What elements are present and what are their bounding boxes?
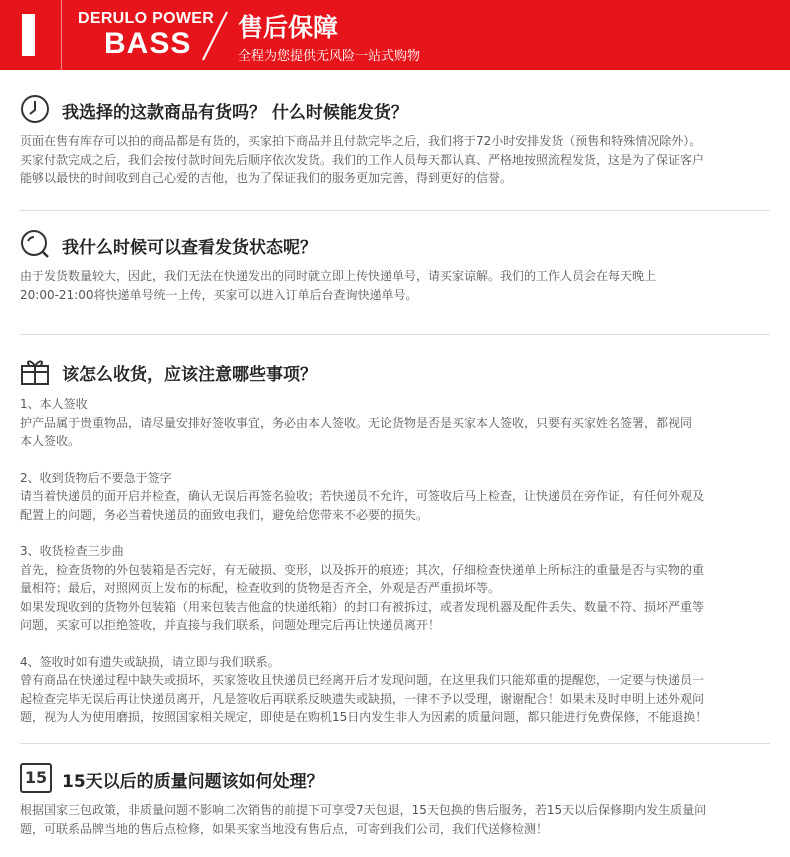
paragraph-line: 首先，检查货物的外包装箱是否完好，有无破损、变形，以及拆开的痕迹；其次，仔细检查快递单上所标注的重量是否与实物的重: [20, 562, 705, 577]
paragraph-line: 由于发货数量较大，因此，我们无法在快递发出的同时就立即上传快递单号，请买家谅解。我们的工作人员会在每天晚上: [20, 269, 657, 283]
subheading: 2、收到货物后不要急于签字: [20, 470, 172, 485]
faq-section-receiving: [20, 356, 770, 727]
banner-logo-bar: [22, 14, 35, 56]
subheading: 1、本人签收: [20, 397, 88, 411]
paragraph-line: 题，视为人为使用磨损，按照国家相关规定，即使是在购机15日内发生非人为因素的质量问题，都只能进行免费保修，不能退换！: [20, 710, 708, 724]
page-subtitle: 全程为您提供无风险一站式购物: [238, 49, 421, 64]
paragraph-line: 本人签收。: [20, 434, 81, 448]
subheading: 4、签收时如有遗失或缺损，请立即与我们联系。: [20, 654, 280, 669]
section-title: 该怎么收货，应该注意哪些事项？: [62, 365, 317, 385]
slash-divider-icon: [199, 8, 229, 64]
section-title: 15天以后的质量问题该如何处理？: [62, 772, 324, 792]
paragraph-line: 配置上的问题，务必当着快递员的面致电我们，避免给您带来不必要的损失。: [20, 507, 429, 522]
paragraph-line: 请当着快递员的面开启并检查，确认无误后再签名验收；若快递员不允许，可签收后马上检查，让快递员在旁作证，有任何外观及: [20, 489, 705, 503]
paragraph-line: 买家付款完成之后，我们会按付款时间先后顺序依次发货。我们的工作人员每天都认真、严格地按照流程发货，这是为了保证客户: [20, 152, 705, 167]
faq-section-stock: [20, 94, 770, 188]
page-title: 售后保障: [238, 13, 339, 42]
paragraph-line: 曾有商品在快递过程中缺失或损坏，买家签收且快递员已经离开后才发现问题，在这里我们只能郑重的提醒您，一定要与快递员一: [20, 673, 705, 687]
gift-icon: [20, 356, 50, 386]
header-banner: [0, 0, 790, 70]
faq-section-quality: [20, 763, 770, 838]
paragraph-line: 护产品属于贵重物品，请尽量安排好签收事宜，务必由本人签收。无论货物是否是买家本人签收，只要有买家姓名签署，都视同: [20, 415, 693, 430]
paragraph-line: 问题，买家可以拒绝签收，并直接与我们联系，问题处理完后再让快递员离开！: [20, 618, 441, 632]
paragraph-line: 根据国家三包政策，非质量问题不影响二次销售的前提下可享受7天包退，15天包换的售后服务，若15天以后保修期内发生质量问: [20, 803, 707, 817]
calendar-15-icon: 15: [20, 763, 52, 793]
paragraph-line: 题，可联系品牌当地的售后点检修，如果买家当地没有售后点，可寄到我们公司，我们代送修检测！: [20, 821, 549, 836]
paragraph-line: 起检查完毕无误后再让快递员离开，凡是签收后再联系反映遗失或缺损，一律不予以受理，谢谢配合！如果未及时申明上述外观问: [20, 691, 705, 706]
subheading: 3、收货检查三步曲: [20, 544, 124, 558]
paragraph-line: 如果发现收到的货物外包装箱（用来包装吉他盒的快递纸箱）的封口有被拆过，或者发现机器及配件丢失、数量不符、损坏严重等: [20, 599, 705, 614]
banner-divider: [61, 0, 62, 70]
clock-icon: [20, 94, 50, 124]
search-icon: [20, 229, 50, 259]
section-divider: [20, 210, 770, 211]
section-divider: [20, 743, 770, 744]
brand-subname: BASS: [104, 27, 192, 60]
paragraph-line: 量相符；最后，对照网页上发布的标配，检查收到的货物是否齐全，外观是否严重损坏等。: [20, 581, 501, 595]
faq-section-shipping-status: [20, 229, 770, 304]
brand-name: DERULO POWER: [78, 10, 215, 27]
paragraph-line: 页面在售有库存可以拍的商品都是有货的，买家拍下商品并且付款完毕之后，我们将于72小时安排发货（预售和特殊情况除外）。: [20, 134, 702, 148]
section-divider: [20, 334, 770, 335]
section-title: 我选择的这款商品有货吗？ 什么时候能发货？: [62, 103, 408, 123]
paragraph-line: 能够以最快的时间收到自己心爱的吉他，也为了保证我们的服务更加完善，得到更好的信誉。: [20, 171, 513, 185]
section-title: 我什么时候可以查看发货状态呢？: [62, 238, 317, 258]
paragraph-line: 20:00-21:00将快递单号统一上传，买家可以进入订单后台查询快递单号。: [20, 287, 418, 302]
